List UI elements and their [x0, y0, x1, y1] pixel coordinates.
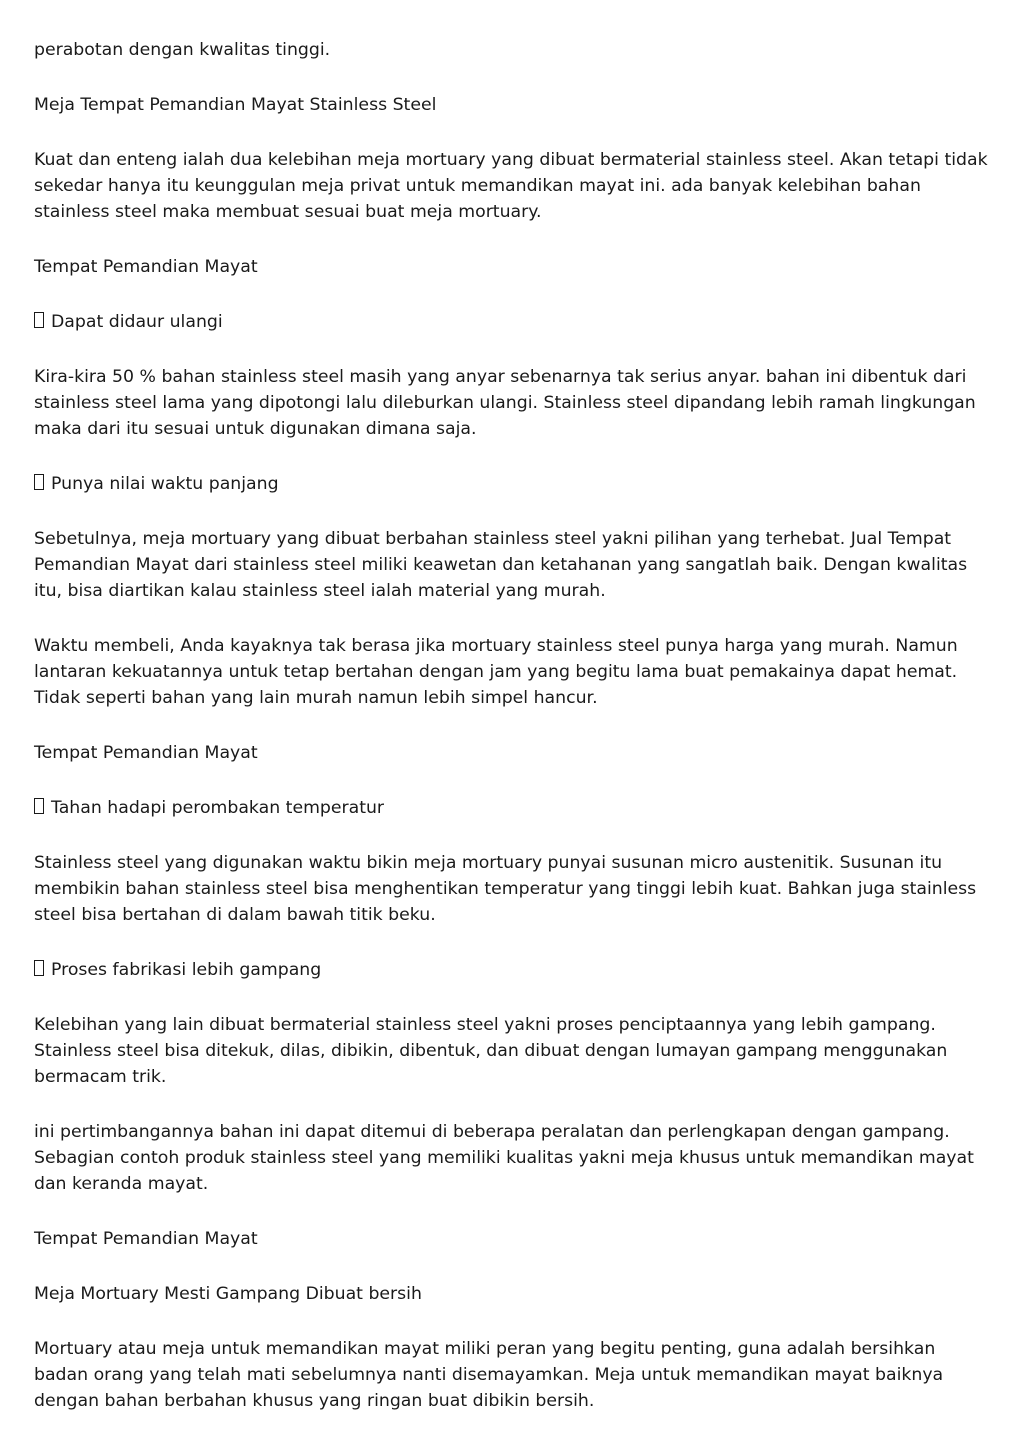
paragraph-recycle: Kira-kira 50 % bahan stainless steel masih yang anyar sebenarnya tak serius anyar. bahan ini dibentuk dari stainless steel lama yang dipotongi lalu dileburkan ulangi. Stainless steel dipandang lebih ramah lingkungan maka dari itu sesuai untuk digunakan dimana saja.	[34, 367, 976, 439]
bullet-label: Punya nilai waktu panjang	[51, 474, 279, 494]
missing-glyph-icon	[34, 798, 44, 814]
bullet-temperature	[34, 795, 990, 821]
paragraph-austenitic: Stainless steel yang digunakan waktu bikin meja mortuary punyai susunan micro austenitik. Susunan itu membikin bahan stainless steel bisa menghentikan temperatur yang tinggi lebih kuat. Bahkan juga stainless steel bisa bertahan di dalam bawah titik beku.	[34, 853, 977, 925]
subheading-pemandian-2: Tempat Pemandian Mayat	[34, 743, 258, 763]
document-page	[34, 37, 990, 1443]
bullet-label: Dapat didaur ulangi	[51, 312, 223, 332]
paragraph-strength: Kuat dan enteng ialah dua kelebihan meja mortuary yang dibuat bermaterial stainless steel. Akan tetapi tidak sekedar hanya itu keunggulan meja privat untuk memandikan mayat ini. ada banyak kelebihan bahan stainless steel maka membuat sesuai buat meja mortuary.	[34, 150, 988, 222]
missing-glyph-icon	[34, 960, 44, 976]
bullet-recyclable	[34, 309, 990, 335]
paragraph-intro-tail: perabotan dengan kwalitas tinggi.	[34, 40, 331, 60]
section-heading-easy-clean: Meja Mortuary Mesti Gampang Dibuat bersih	[34, 1284, 422, 1304]
paragraph-fabrication: Kelebihan yang lain dibuat bermaterial stainless steel yakni proses penciptaannya yang lebih gampang. Stainless steel bisa ditekuk, dilas, dibikin, dibentuk, dan dibuat dengan lumayan gampang menggunakan bermacam trik.	[34, 1015, 948, 1087]
bullet-long-life	[34, 471, 990, 497]
bullet-label: Proses fabrikasi lebih gampang	[51, 960, 322, 980]
paragraph-durability: Sebetulnya, meja mortuary yang dibuat berbahan stainless steel yakni pilihan yang terhebat. Jual Tempat Pemandian Mayat dari stainless steel miliki keawetan dan ketahanan yang sangatlah baik. Dengan kwalitas itu, bisa diartikan kalau stainless steel ialah material yang murah.	[34, 529, 968, 601]
section-heading-stainless-table: Meja Tempat Pemandian Mayat Stainless Steel	[34, 95, 437, 115]
bullet-fabrication	[34, 957, 990, 983]
missing-glyph-icon	[34, 312, 44, 328]
subheading-pemandian-1: Tempat Pemandian Mayat	[34, 257, 258, 277]
bullet-label: Tahan hadapi perombakan temperatur	[51, 798, 385, 818]
paragraph-mortuary-role: Mortuary atau meja untuk memandikan mayat miliki peran yang begitu penting, guna adalah bersihkan badan orang yang telah mati sebelumnya nanti disemayamkan. Meja untuk memandikan mayat baiknya dengan bahan berbahan khusus yang ringan buat dibikin bersih.	[34, 1339, 944, 1411]
paragraph-products: ini pertimbangannya bahan ini dapat ditemui di beberapa peralatan dan perlengkapan dengan gampang. Sebagian contoh produk stainless steel yang memiliki kualitas yakni meja khusus untuk memandikan mayat dan keranda mayat.	[34, 1122, 974, 1194]
missing-glyph-icon	[34, 474, 44, 490]
paragraph-price: Waktu membeli, Anda kayaknya tak berasa jika mortuary stainless steel punya harga yang murah. Namun lantaran kekuatannya untuk tetap bertahan dengan jam yang begitu lama buat pemakainya dapat hemat. Tidak seperti bahan yang lain murah namun lebih simpel hancur.	[34, 636, 958, 708]
subheading-pemandian-3: Tempat Pemandian Mayat	[34, 1229, 258, 1249]
